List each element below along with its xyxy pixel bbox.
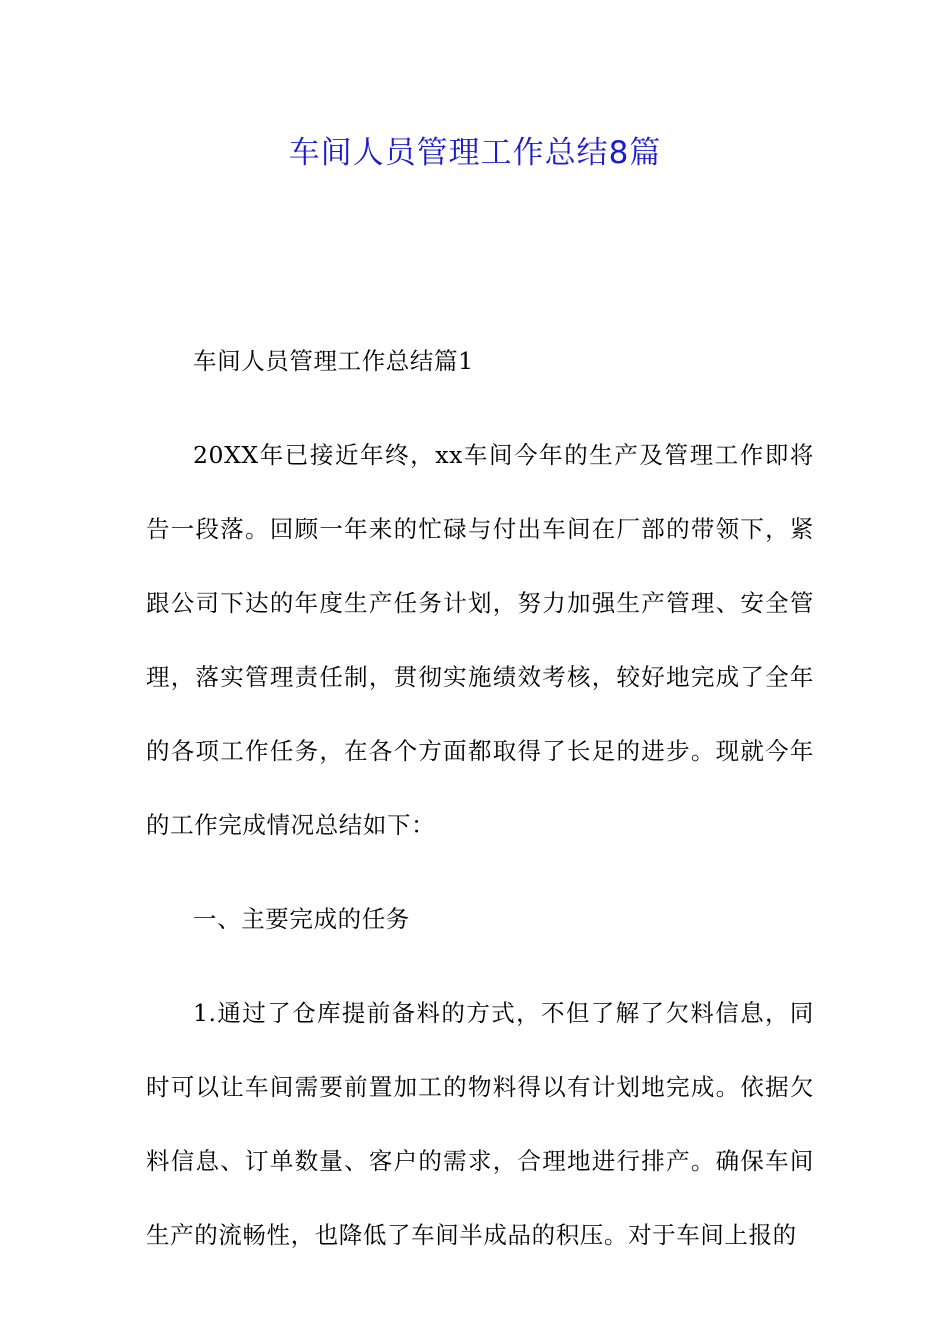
- section-heading-main-tasks: 一、主要完成的任务: [193, 905, 410, 933]
- section-heading-part-1: 车间人员管理工作总结篇1: [193, 347, 474, 375]
- task-paragraph-1: 1.通过了仓库提前备料的方式，不但了解了欠料信息，同时可以让车间需要前置加工的物料得以有计划地完成。依据欠料信息、订单数量、客户的需求，合理地进行排产。确保车间生产的流畅性，也降低了车间半成品的积压。对于车间上报的: [146, 999, 814, 1249]
- document-body: [146, 324, 814, 1272]
- intro-paragraph: 20XX年已接近年终，xx车间今年的生产及管理工作即将告一段落。回顾一年来的忙碌与付出车间在厂部的带领下，紧跟公司下达的年度生产任务计划，努力加强生产管理、安全管理，落实管理责任制，贯彻实施绩效考核，较好地完成了全年的各项工作任务，在各个方面都取得了长足的进步。现就今年的工作完成情况总结如下：: [146, 441, 814, 839]
- document-title: 车间人员管理工作总结8篇: [288, 135, 662, 171]
